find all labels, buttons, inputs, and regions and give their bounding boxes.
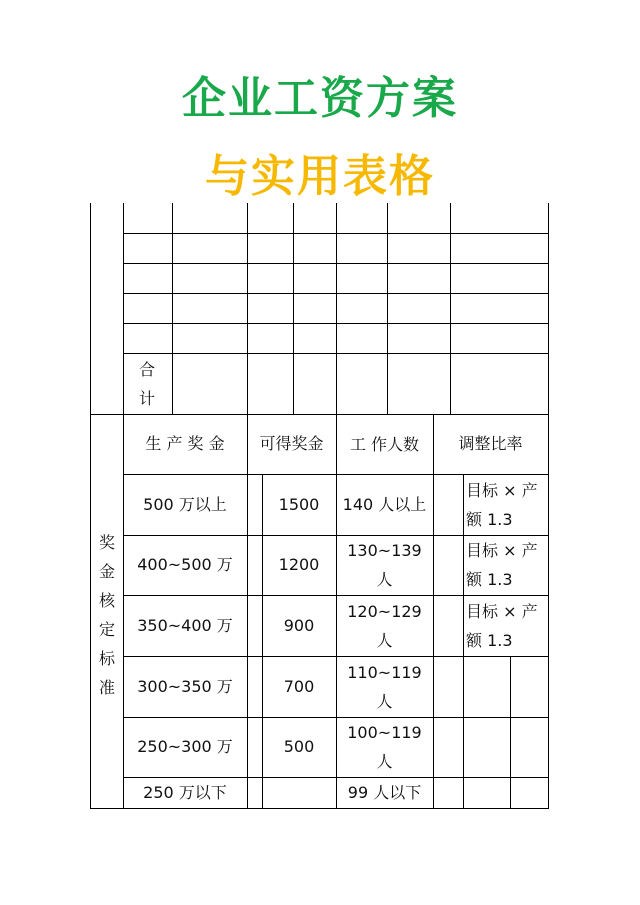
table-row-workers: 100~119 人 bbox=[347, 723, 422, 771]
header-workers: 工 作人数 bbox=[349, 434, 420, 454]
table-row-range: 500 万以上 bbox=[143, 494, 227, 514]
table-row-bonus: 1200 bbox=[278, 555, 320, 574]
table-row-range: 400~500 万 bbox=[137, 555, 233, 574]
table-row-bonus: 1500 bbox=[278, 494, 320, 514]
total-label: 合计 bbox=[138, 360, 155, 408]
title-line-2: 与实用表格 bbox=[205, 151, 435, 202]
table-row-bonus: 500 bbox=[283, 737, 315, 756]
table-row-workers: 140 人以上 bbox=[342, 494, 427, 514]
table-row-workers: 120~129 人 bbox=[347, 601, 422, 650]
table-row-range: 350~400 万 bbox=[137, 615, 233, 635]
header-production-bonus: 生 产 奖 金 bbox=[145, 434, 225, 453]
table-row-range: 300~350 万 bbox=[137, 676, 233, 696]
table-row-ratio: 目标 × 产额 1.3 bbox=[466, 541, 538, 589]
table-row-range: 250 万以下 bbox=[143, 782, 227, 802]
header-adjust-ratio: 调整比率 bbox=[458, 434, 523, 453]
header-available-bonus: 可得奖金 bbox=[259, 434, 324, 453]
bonus-standard-side-label: 奖金核定标准 bbox=[98, 533, 115, 697]
table-row-workers: 110~119 人 bbox=[347, 662, 422, 711]
title-line-1: 企业工资方案 bbox=[182, 73, 458, 124]
table-row-workers: 130~139 人 bbox=[347, 541, 422, 589]
table-row-bonus: 900 bbox=[283, 615, 315, 635]
table-row-bonus: 700 bbox=[283, 676, 315, 696]
table-row-range: 250~300 万 bbox=[137, 737, 233, 756]
table-row-workers: 99 人以下 bbox=[347, 782, 422, 802]
table-row-ratio: 目标 × 产额 1.3 bbox=[466, 480, 538, 529]
table-row-ratio: 目标 × 产额 1.3 bbox=[466, 601, 538, 650]
